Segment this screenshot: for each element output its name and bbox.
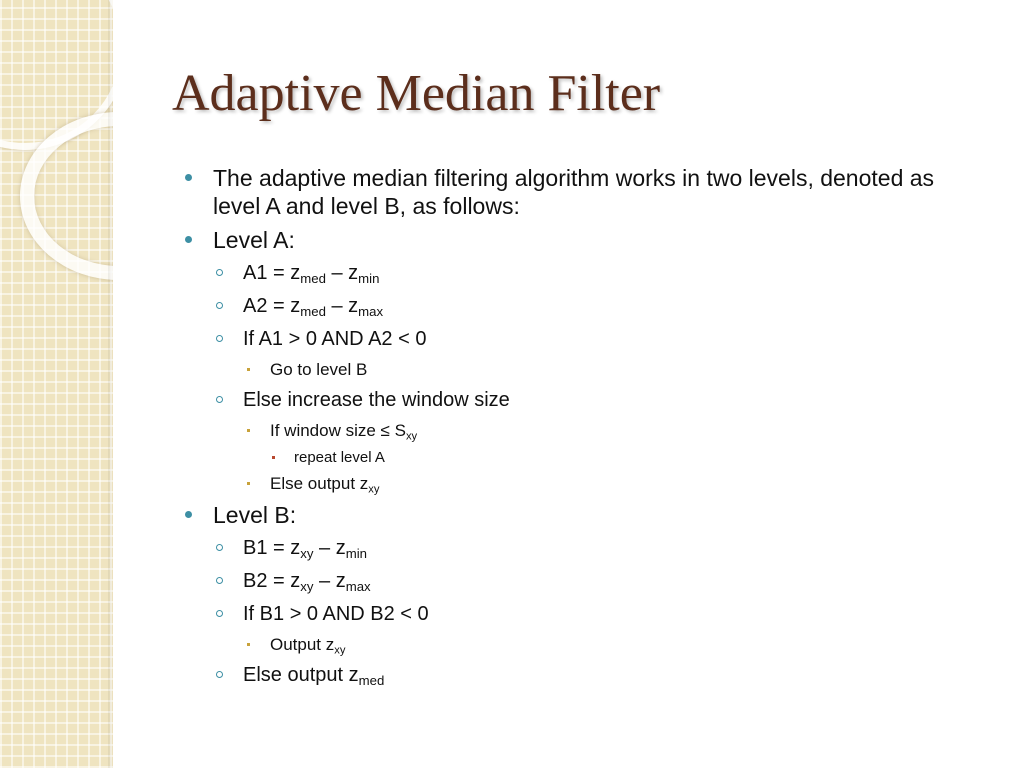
bullet-marker-icon <box>216 335 223 342</box>
text-run: Go to level B <box>270 360 368 379</box>
bullet-item-level-2 <box>183 293 943 319</box>
slide-title: Adaptive Median Filter <box>172 65 661 122</box>
text-run: A1 = z <box>243 262 301 284</box>
text-run: – z <box>313 537 346 559</box>
bullet-item-level-1 <box>183 501 943 529</box>
bullet-text <box>243 603 429 625</box>
bullet-item-level-3 <box>183 420 943 442</box>
text-run: Level B: <box>213 502 297 528</box>
text-run: If B1 > 0 AND B2 < 0 <box>243 603 429 625</box>
bullet-marker-icon <box>216 544 223 551</box>
subscript: min <box>358 270 380 286</box>
bullet-text <box>243 328 426 350</box>
text-run: If window size ≤ S <box>270 421 406 440</box>
bullet-marker-icon <box>216 577 223 584</box>
subscript: xy <box>368 483 380 496</box>
subscript: med <box>300 303 326 319</box>
bullet-marker-icon <box>185 174 192 181</box>
decorative-sidebar <box>0 0 113 768</box>
text-run: repeat level A <box>294 449 385 466</box>
bullet-item-level-1 <box>183 164 943 220</box>
subscript: max <box>358 303 384 319</box>
bullet-item-level-2 <box>183 535 943 561</box>
bullet-marker-icon <box>185 236 192 243</box>
bullet-text <box>213 227 295 253</box>
subscript: med <box>358 672 385 688</box>
text-run: If A1 > 0 AND A2 < 0 <box>243 328 427 350</box>
bullet-marker-icon <box>247 429 250 432</box>
bullet-marker-icon <box>216 610 223 617</box>
text-run: B1 = z <box>243 537 301 559</box>
bullet-item-level-2 <box>183 326 943 352</box>
text-run: Else output z <box>243 664 359 686</box>
bullet-item-level-2 <box>183 260 943 286</box>
subscript: xy <box>334 644 346 657</box>
text-run: Else output z <box>270 474 369 493</box>
bullet-marker-icon <box>247 643 250 646</box>
bullet-text <box>270 635 346 657</box>
bullet-text <box>270 421 418 443</box>
text-run: Level A: <box>213 227 295 253</box>
bullet-item-level-2 <box>183 568 943 594</box>
bullet-item-level-3 <box>183 473 943 495</box>
subscript: xy <box>300 545 314 561</box>
text-run: – z <box>325 262 359 284</box>
bullet-marker-icon <box>185 511 192 518</box>
bullet-item-level-2 <box>183 662 943 688</box>
bullet-text <box>270 474 380 496</box>
text-run: – z <box>325 295 359 317</box>
bullet-item-level-3 <box>183 359 943 381</box>
bullet-item-level-2 <box>183 601 943 627</box>
bullet-marker-icon <box>247 368 250 371</box>
subscript: max <box>345 578 371 594</box>
text-run: – z <box>313 570 346 592</box>
sidebar-edge-shadow <box>108 0 113 768</box>
bullet-item-level-3 <box>183 634 943 656</box>
bullet-item-level-2 <box>183 387 943 413</box>
subscript: xy <box>300 578 314 594</box>
subscript: med <box>300 270 326 286</box>
subscript: min <box>345 545 367 561</box>
subscript: xy <box>405 430 418 443</box>
bullet-marker-icon <box>247 482 250 485</box>
bullet-text <box>213 502 296 528</box>
text-run: Else increase the window size <box>243 389 510 411</box>
text-run: B2 = z <box>243 570 301 592</box>
bullet-list <box>183 164 943 695</box>
text-run: The adaptive median filtering algorithm works in two levels, denoted as level A and level B, as follows: <box>213 165 935 219</box>
text-run: Output z <box>270 635 335 654</box>
bullet-text <box>243 262 379 284</box>
bullet-text <box>294 449 385 466</box>
bullet-marker-icon <box>216 396 223 403</box>
bullet-item-level-1 <box>183 226 943 254</box>
bullet-text <box>243 295 383 317</box>
bullet-text <box>243 664 384 686</box>
bullet-text <box>243 570 371 592</box>
bullet-text <box>243 537 367 559</box>
bullet-text <box>270 360 367 379</box>
bullet-marker-icon <box>216 269 223 276</box>
bullet-item-level-4 <box>183 448 943 467</box>
bullet-text <box>213 165 934 219</box>
bullet-marker-icon <box>216 302 223 309</box>
bullet-marker-icon <box>216 671 223 678</box>
bullet-marker-icon <box>272 456 275 459</box>
bullet-text <box>243 389 510 411</box>
text-run: A2 = z <box>243 295 301 317</box>
